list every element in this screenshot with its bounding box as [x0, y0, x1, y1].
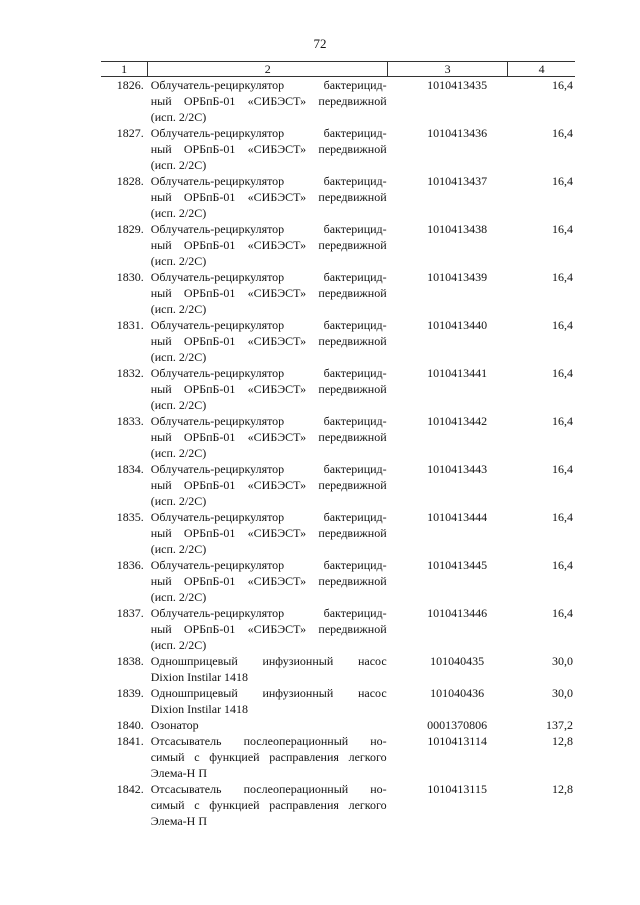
row-number: 1840. [116, 718, 144, 732]
table-row [101, 717, 575, 733]
item-name-line: Облучатель-рециркулятор бактерицид- [150, 78, 387, 92]
item-name-line: (исп. 2/2С) [150, 590, 207, 604]
item-name [148, 605, 388, 653]
inventory-code: 1010413437 [427, 174, 488, 188]
inventory-code: 1010413439 [427, 270, 488, 284]
item-value: 16,4 [552, 318, 573, 332]
item-name-line: Отсасыватель послеоперационный но- [150, 734, 387, 748]
item-name-line: Отсасыватель послеоперационный но- [150, 782, 387, 796]
table-row [101, 733, 575, 781]
item-name [148, 509, 388, 557]
item-name [148, 269, 388, 317]
item-name [148, 173, 388, 221]
item-value: 16,4 [552, 510, 573, 524]
inventory-code: 1010413442 [427, 414, 488, 428]
item-name-line: (исп. 2/2С) [150, 638, 207, 652]
inventory-code: 1010413115 [427, 782, 487, 796]
table-row [101, 605, 575, 653]
inventory-code: 0001370806 [427, 718, 488, 732]
row-number: 1834. [116, 462, 144, 476]
row-number: 1826. [116, 78, 144, 92]
item-name-line: ный ОРБпБ-01 «СИБЭСТ» передвижной [150, 142, 387, 156]
row-number: 1829. [116, 222, 144, 236]
table-row [101, 557, 575, 605]
row-number: 1828. [116, 174, 144, 188]
item-value: 16,4 [552, 606, 573, 620]
item-name-line: (исп. 2/2С) [150, 350, 207, 364]
inventory-code: 1010413444 [427, 510, 488, 524]
item-name [148, 221, 388, 269]
item-name-line: Облучатель-рециркулятор бактерицид- [150, 270, 387, 284]
item-name-line: ный ОРБпБ-01 «СИБЭСТ» передвижной [150, 622, 387, 636]
table-row [101, 413, 575, 461]
item-name [148, 77, 388, 126]
item-name-line: Облучатель-рециркулятор бактерицид- [150, 318, 387, 332]
item-name-line: Облучатель-рециркулятор бактерицид- [150, 462, 387, 476]
table-row [101, 221, 575, 269]
item-name-line: ный ОРБпБ-01 «СИБЭСТ» передвижной [150, 574, 387, 588]
item-name-line: Элема-Н П [150, 766, 207, 780]
item-name [148, 461, 388, 509]
item-name-line: ный ОРБпБ-01 «СИБЭСТ» передвижной [150, 478, 387, 492]
table-row [101, 653, 575, 685]
item-name [148, 781, 388, 829]
inventory-code: 1010413440 [427, 318, 488, 332]
item-name [148, 685, 388, 717]
item-name-line: (исп. 2/2С) [150, 494, 207, 508]
table-row [101, 173, 575, 221]
table-row [101, 781, 575, 829]
column-header-1: 1 [101, 62, 148, 77]
inventory-code: 1010413445 [427, 558, 488, 572]
column-header-4: 4 [508, 62, 575, 77]
table-row [101, 365, 575, 413]
table-row [101, 461, 575, 509]
item-value: 30,0 [552, 686, 573, 700]
item-name-line: ный ОРБпБ-01 «СИБЭСТ» передвижной [150, 286, 387, 300]
table-row [101, 269, 575, 317]
row-number: 1830. [116, 270, 144, 284]
item-value: 16,4 [552, 222, 573, 236]
item-value: 16,4 [552, 462, 573, 476]
column-header-2: 2 [148, 62, 388, 77]
item-name [148, 125, 388, 173]
item-name [148, 653, 388, 685]
item-value: 16,4 [552, 414, 573, 428]
item-value: 16,4 [552, 126, 573, 140]
item-value: 16,4 [552, 366, 573, 380]
table-row [101, 77, 575, 126]
inventory-code: 1010413436 [427, 126, 488, 140]
inventory-code: 101040435 [430, 654, 485, 668]
item-value: 12,8 [552, 782, 573, 796]
item-name-line: (исп. 2/2С) [150, 542, 207, 556]
item-value: 30,0 [552, 654, 573, 668]
item-value: 16,4 [552, 174, 573, 188]
item-name-line: Облучатель-рециркулятор бактерицид- [150, 126, 387, 140]
item-name-line: Одношприцевый инфузионный насос [150, 686, 387, 700]
item-name-line: Элема-Н П [150, 814, 207, 828]
item-name-line: ный ОРБпБ-01 «СИБЭСТ» передвижной [150, 382, 387, 396]
row-number: 1839. [116, 686, 144, 700]
inventory-code: 1010413446 [427, 606, 488, 620]
inventory-code: 1010413435 [427, 78, 488, 92]
table-body [101, 77, 575, 830]
item-name-line: ный ОРБпБ-01 «СИБЭСТ» передвижной [150, 238, 387, 252]
item-name-line: Dixion Instilar 1418 [150, 702, 249, 716]
item-name-line: (исп. 2/2С) [150, 110, 207, 124]
row-number: 1832. [116, 366, 144, 380]
item-name [148, 557, 388, 605]
item-name-line: ный ОРБпБ-01 «СИБЭСТ» передвижной [150, 334, 387, 348]
item-name [148, 365, 388, 413]
item-name-line: ный ОРБпБ-01 «СИБЭСТ» передвижной [150, 190, 387, 204]
item-value: 16,4 [552, 78, 573, 92]
item-name-line: (исп. 2/2С) [150, 158, 207, 172]
row-number: 1842. [116, 782, 144, 796]
item-value: 16,4 [552, 558, 573, 572]
item-name-line: симый с функцией расправления легкого [150, 750, 387, 764]
item-name-line: Облучатель-рециркулятор бактерицид- [150, 558, 387, 572]
row-number: 1841. [116, 734, 144, 748]
inventory-code: 1010413441 [427, 366, 488, 380]
item-name [148, 317, 388, 365]
item-name [148, 733, 388, 781]
row-number: 1838. [116, 654, 144, 668]
item-name-line: Одношприцевый инфузионный насос [150, 654, 387, 668]
row-number: 1831. [116, 318, 144, 332]
page-number: 72 [313, 36, 327, 51]
item-name-line: ный ОРБпБ-01 «СИБЭСТ» передвижной [150, 430, 387, 444]
item-name-line: (исп. 2/2С) [150, 254, 207, 268]
table-row [101, 317, 575, 365]
item-name-line: Облучатель-рециркулятор бактерицид- [150, 414, 387, 428]
inventory-code: 1010413443 [427, 462, 488, 476]
item-name-line: Облучатель-рециркулятор бактерицид- [150, 366, 387, 380]
item-name-line: ный ОРБпБ-01 «СИБЭСТ» передвижной [150, 94, 387, 108]
inventory-table [101, 61, 575, 829]
item-value: 12,8 [552, 734, 573, 748]
inventory-code: 1010413438 [427, 222, 488, 236]
item-name-line: (исп. 2/2С) [150, 206, 207, 220]
inventory-code: 101040436 [430, 686, 485, 700]
table-row [101, 685, 575, 717]
item-name-line: Облучатель-рециркулятор бактерицид- [150, 222, 387, 236]
row-number: 1827. [116, 126, 144, 140]
item-name-line: симый с функцией расправления легкого [150, 798, 387, 812]
item-name-line: Облучатель-рециркулятор бактерицид- [150, 606, 387, 620]
item-name-line: Облучатель-рециркулятор бактерицид- [150, 510, 387, 524]
row-number: 1837. [116, 606, 144, 620]
item-name-line: (исп. 2/2С) [150, 398, 207, 412]
item-name-line: Dixion Instilar 1418 [150, 670, 249, 684]
item-name-line: ный ОРБпБ-01 «СИБЭСТ» передвижной [150, 526, 387, 540]
inventory-code: 1010413114 [427, 734, 487, 748]
table-header-row [101, 62, 575, 77]
item-value: 137,2 [546, 718, 573, 732]
item-name-line: (исп. 2/2С) [150, 302, 207, 316]
item-name [148, 413, 388, 461]
row-number: 1833. [116, 414, 144, 428]
row-number: 1836. [116, 558, 144, 572]
item-name [148, 717, 388, 733]
item-name-line: Облучатель-рециркулятор бактерицид- [150, 174, 387, 188]
column-header-3: 3 [388, 62, 508, 77]
table-row [101, 509, 575, 557]
row-number: 1835. [116, 510, 144, 524]
item-value: 16,4 [552, 270, 573, 284]
table-row [101, 125, 575, 173]
item-name-line: Озонатор [150, 718, 199, 732]
item-name-line: (исп. 2/2С) [150, 446, 207, 460]
